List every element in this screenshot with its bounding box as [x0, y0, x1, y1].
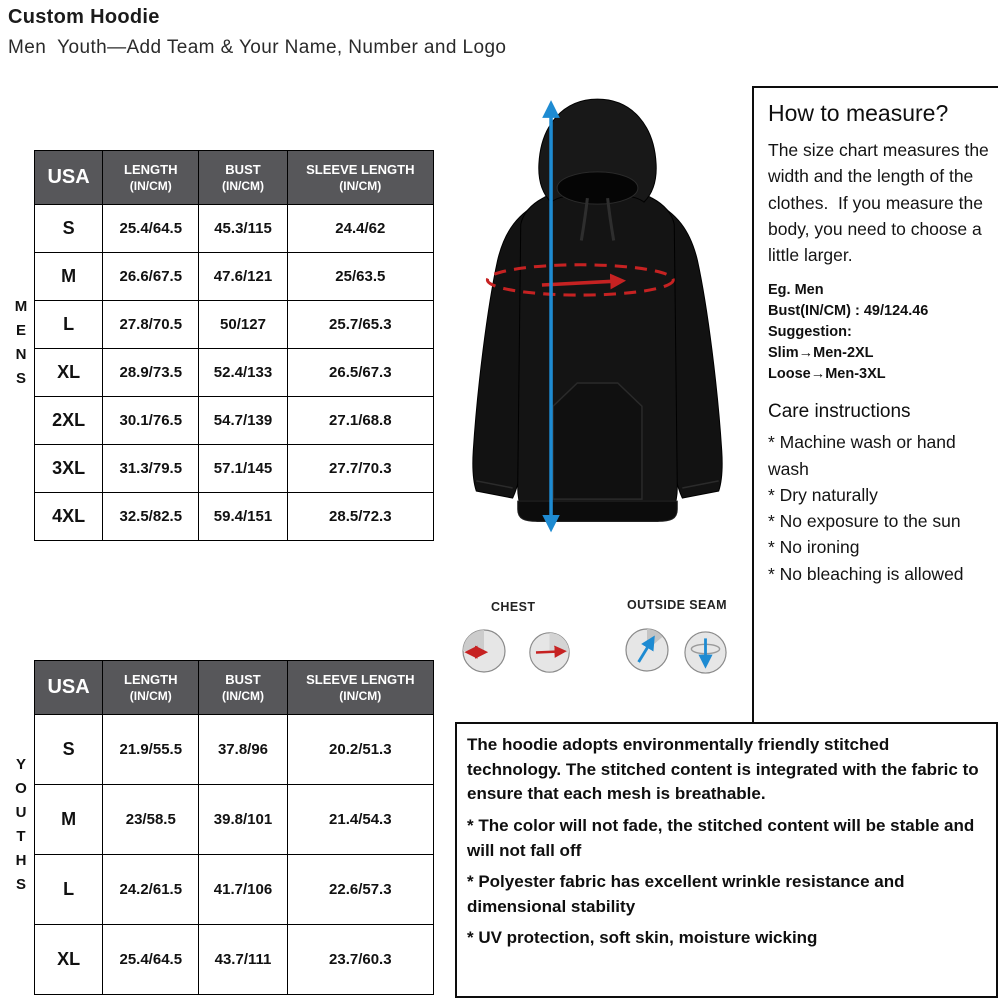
sleeve-cell: 24.4/62: [287, 205, 433, 253]
table-row: [35, 493, 434, 541]
bust-cell: 41.7/106: [199, 855, 287, 925]
table-row: [35, 301, 434, 349]
length-unit-label: (IN/CM): [129, 689, 172, 703]
mens-size-chart: [8, 150, 434, 541]
outside-seam-label: OUTSIDE SEAM: [627, 598, 727, 612]
sleeve-cell: 21.4/54.3: [287, 785, 433, 855]
length-column-label: LENGTH: [124, 162, 178, 177]
suggestion-line: Bust(IN/CM) : 49/124.46: [768, 303, 929, 320]
length-cell: 32.5/82.5: [103, 493, 199, 541]
sleeve-unit-label: (IN/CM): [339, 179, 382, 193]
bust-cell: 57.1/145: [199, 445, 287, 493]
sleeve-cell: 20.2/51.3: [287, 715, 433, 785]
sleeve-cell: 23.7/60.3: [287, 925, 433, 995]
product-features-box: [455, 722, 998, 998]
size-cell: S: [35, 715, 103, 785]
sleeve-header-cell: [287, 661, 433, 715]
usa-header-cell: USA: [35, 661, 103, 715]
hood-opening: [557, 172, 638, 204]
bust-cell: 50/127: [199, 301, 287, 349]
size-cell: 4XL: [35, 493, 103, 541]
length-cell: 21.9/55.5: [103, 715, 199, 785]
care-item: * No exposure to the sun: [768, 511, 961, 532]
size-cell: S: [35, 205, 103, 253]
length-header-cell: [103, 151, 199, 205]
sleeve-cell: 27.7/70.3: [287, 445, 433, 493]
chest-label: CHEST: [491, 600, 536, 614]
sleeve-header-cell: [287, 151, 433, 205]
bust-cell: 47.6/121: [199, 253, 287, 301]
features-intro: The hoodie adopts environmentally friendly stitched technology. The stitched content is integrated with the fabric to ensure that each mesh is breathable.: [467, 735, 984, 804]
hoodie-svg: [445, 85, 750, 590]
length-cell: 31.3/79.5: [103, 445, 199, 493]
bust-unit-label: (IN/CM): [222, 179, 264, 193]
care-item: * No ironing: [768, 537, 860, 558]
care-item: * No bleaching is allowed: [768, 563, 964, 584]
page-subtitle: Men Youth—Add Team & Your Name, Number and Logo: [8, 37, 507, 58]
length-cell: 24.2/61.5: [103, 855, 199, 925]
suggestion-line: Suggestion:: [768, 324, 852, 341]
length-cell: 23/58.5: [103, 785, 199, 855]
bust-header-cell: [199, 151, 287, 205]
table-row: [35, 205, 434, 253]
page-title: Custom Hoodie: [8, 6, 160, 28]
how-to-measure-body: The size chart measures the width and the length of the clothes. If you measure the body, you need to choose a little larger.: [768, 140, 994, 265]
length-cell: 28.9/73.5: [103, 349, 199, 397]
mens-side-label: MENS: [12, 297, 30, 394]
suggestion-line: Eg. Men: [768, 282, 824, 299]
bust-cell: 45.3/115: [199, 205, 287, 253]
sleeve-cell: 27.1/68.8: [287, 397, 433, 445]
length-unit-label: (IN/CM): [129, 179, 172, 193]
table-row: [35, 715, 434, 785]
chest-measure-icon-1: [460, 627, 508, 675]
size-cell: XL: [35, 349, 103, 397]
youths-side-label: YOUTHS: [12, 755, 30, 900]
size-cell: M: [35, 785, 103, 855]
table-row: [35, 349, 434, 397]
bust-cell: 43.7/111: [199, 925, 287, 995]
bust-cell: 52.4/133: [199, 349, 287, 397]
bust-header-cell: [199, 661, 287, 715]
suggestion-line: Slim→Men-2XL: [768, 345, 874, 362]
sleeve-cell: 25.7/65.3: [287, 301, 433, 349]
sleeve-cell: 28.5/72.3: [287, 493, 433, 541]
size-cell: XL: [35, 925, 103, 995]
length-cell: 26.6/67.5: [103, 253, 199, 301]
feature-item: * UV protection, soft skin, moisture wicking: [467, 928, 818, 948]
usa-header-cell: USA: [35, 151, 103, 205]
feature-item: * Polyester fabric has excellent wrinkle resistance and dimensional stability: [467, 872, 905, 916]
outside-seam-icon-2: [682, 629, 729, 676]
size-cell: 2XL: [35, 397, 103, 445]
bust-cell: 37.8/96: [199, 715, 287, 785]
care-item: * Dry naturally: [768, 484, 878, 505]
care-instructions-title: Care instructions: [768, 401, 911, 423]
youths-size-chart: [8, 660, 434, 995]
bust-cell: 54.7/139: [199, 397, 287, 445]
sleeve-unit-label: (IN/CM): [339, 689, 382, 703]
bust-column-label: BUST: [225, 162, 261, 177]
outside-seam-icon-1: [623, 626, 671, 674]
bust-cell: 39.8/101: [199, 785, 287, 855]
length-column-label: LENGTH: [124, 672, 178, 687]
table-row: [35, 925, 434, 995]
table-row: [35, 855, 434, 925]
suggestion-line: Loose→Men-3XL: [768, 366, 886, 383]
table-row: [35, 785, 434, 855]
length-cell: 30.1/76.5: [103, 397, 199, 445]
hoodie-hem: [518, 501, 678, 521]
size-cell: M: [35, 253, 103, 301]
care-instructions-list: [768, 429, 992, 587]
table-header-row: [35, 151, 434, 205]
sleeve-cell: 25/63.5: [287, 253, 433, 301]
table-header-row: [35, 661, 434, 715]
how-to-measure-panel: [752, 86, 998, 722]
sleeve-column-label: SLEEVE LENGTH: [306, 672, 415, 687]
care-item: * Machine wash or hand wash: [768, 432, 956, 479]
size-cell: 3XL: [35, 445, 103, 493]
feature-item: * The color will not fade, the stitched content will be stable and will not fall off: [467, 815, 975, 860]
table-row: [35, 445, 434, 493]
length-cell: 27.8/70.5: [103, 301, 199, 349]
table-row: [35, 397, 434, 445]
sleeve-cell: 26.5/67.3: [287, 349, 433, 397]
hoodie-pocket: [553, 383, 642, 499]
chest-measure-icon-2: [527, 630, 572, 675]
length-cell: 25.4/64.5: [103, 925, 199, 995]
how-to-measure-title: How to measure?: [768, 100, 949, 126]
sleeve-cell: 22.6/57.3: [287, 855, 433, 925]
bust-cell: 59.4/151: [199, 493, 287, 541]
length-header-cell: [103, 661, 199, 715]
bust-unit-label: (IN/CM): [222, 689, 264, 703]
size-suggestion-block: [768, 280, 992, 385]
size-cell: L: [35, 855, 103, 925]
mens-size-table: [34, 150, 434, 541]
size-cell: L: [35, 301, 103, 349]
length-cell: 25.4/64.5: [103, 205, 199, 253]
hoodie-illustration: [445, 85, 750, 590]
table-row: [35, 253, 434, 301]
bust-column-label: BUST: [225, 672, 261, 687]
youths-size-table: [34, 660, 434, 995]
sleeve-column-label: SLEEVE LENGTH: [306, 162, 415, 177]
